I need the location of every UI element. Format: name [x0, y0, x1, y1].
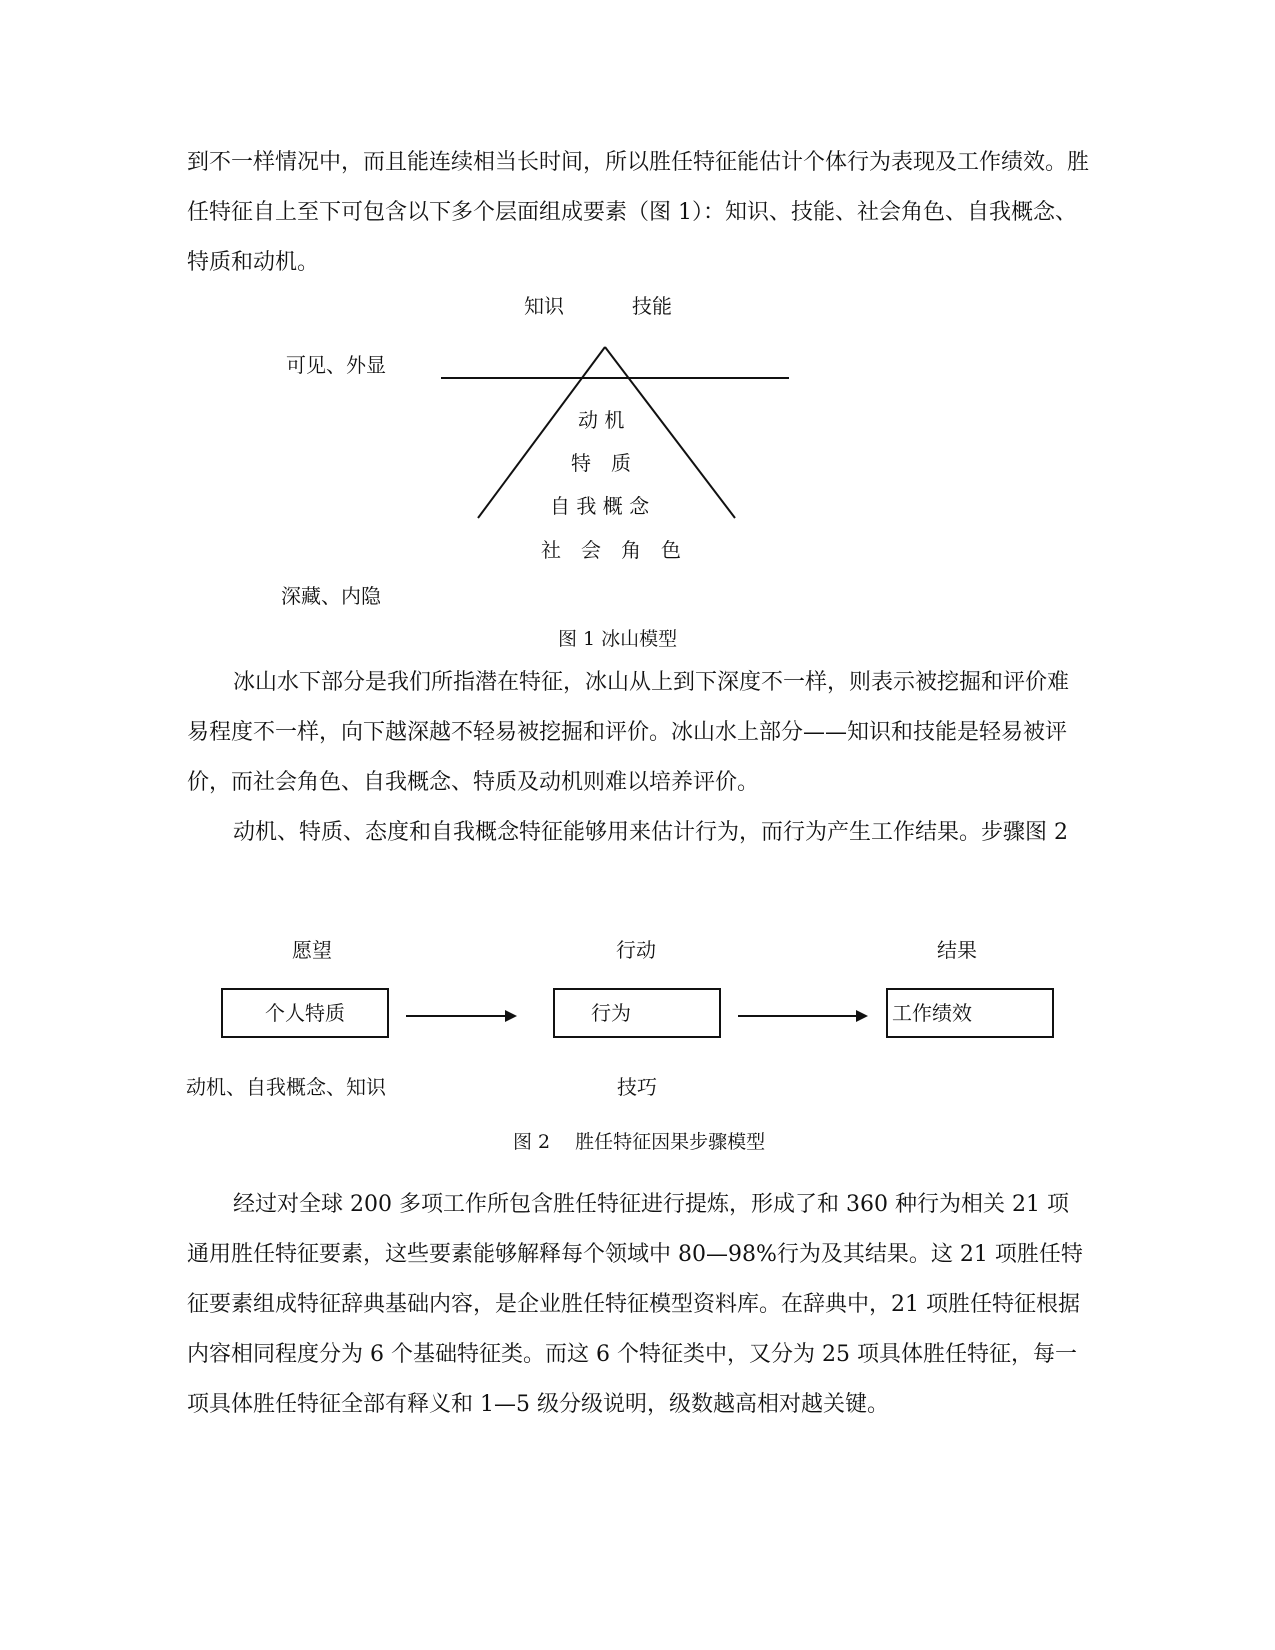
label-visible: 可见、外显 — [286, 353, 386, 377]
layer-social-role: 社 会 角 色 — [541, 538, 681, 562]
paragraph-causal-intro: 动机、特质、态度和自我概念特征能够用来估计行为，而行为产生工作结果。步骤图 2 — [233, 820, 1068, 845]
layer-self-concept: 自 我 概 念 — [550, 494, 650, 518]
figure1-caption: 图 1 冰山模型 — [558, 628, 678, 650]
box-performance-label: 工作绩效 — [892, 1001, 972, 1025]
box-behavior-label: 行为 — [591, 1001, 631, 1025]
paragraph-iceberg-explain: 冰山水下部分是我们所指潜在特征，冰山从上到下深度不一样，则表示被挖掘和评价难易程度不一样，向下越深越不轻易被挖掘和评价。冰山水上部分——知识和技能是轻易被评价，而社会角色、自我概念、特质及动机则难以培养评价。 — [187, 670, 1070, 795]
layer-trait: 特 质 — [571, 451, 631, 475]
label-knowledge: 知识 — [524, 294, 564, 318]
box-personal-traits-label: 个人特质 — [265, 1001, 345, 1025]
label-below-skill: 技巧 — [617, 1075, 657, 1099]
header-desire: 愿望 — [292, 938, 332, 962]
header-result: 结果 — [937, 938, 977, 962]
figure2-caption: 图 2 胜任特征因果步骤模型 — [513, 1131, 766, 1153]
layer-motive: 动 机 — [578, 408, 625, 432]
label-below-traits: 动机、自我概念、知识 — [186, 1075, 386, 1099]
label-skill: 技能 — [632, 294, 672, 318]
label-hidden: 深藏、内隐 — [281, 584, 381, 608]
header-action: 行动 — [616, 938, 656, 962]
paragraph-intro: 到不一样情况中，而且能连续相当长时间，所以胜任特征能估计个体行为表现及工作绩效。胜任特征自上至下可包含以下多个层面组成要素（图 1）：知识、技能、社会角色、自我概念、特质和动机。 — [187, 150, 1090, 275]
arrow-1-head — [505, 1010, 517, 1022]
paragraph-competency-dictionary: 经过对全球 200 多项工作所包含胜任特征进行提炼，形成了和 360 种行为相关 21 项通用胜任特征要素，这些要素能够解释每个领域中 80—98%行为及其结果。这 21 项胜任特征要素组成特征辞典基础内容，是企业胜任特征模型资料库。在辞典中，21 项胜任特征根据内容相同程度分为 6 个基础特征类。而这 6 个特征类中，又分为 25 项具体胜任特征，每一项具体胜任特征全部有释义和 1—5 级分级说明，级数越高相对越关键。 — [187, 1192, 1083, 1417]
arrow-2-head — [856, 1010, 868, 1022]
